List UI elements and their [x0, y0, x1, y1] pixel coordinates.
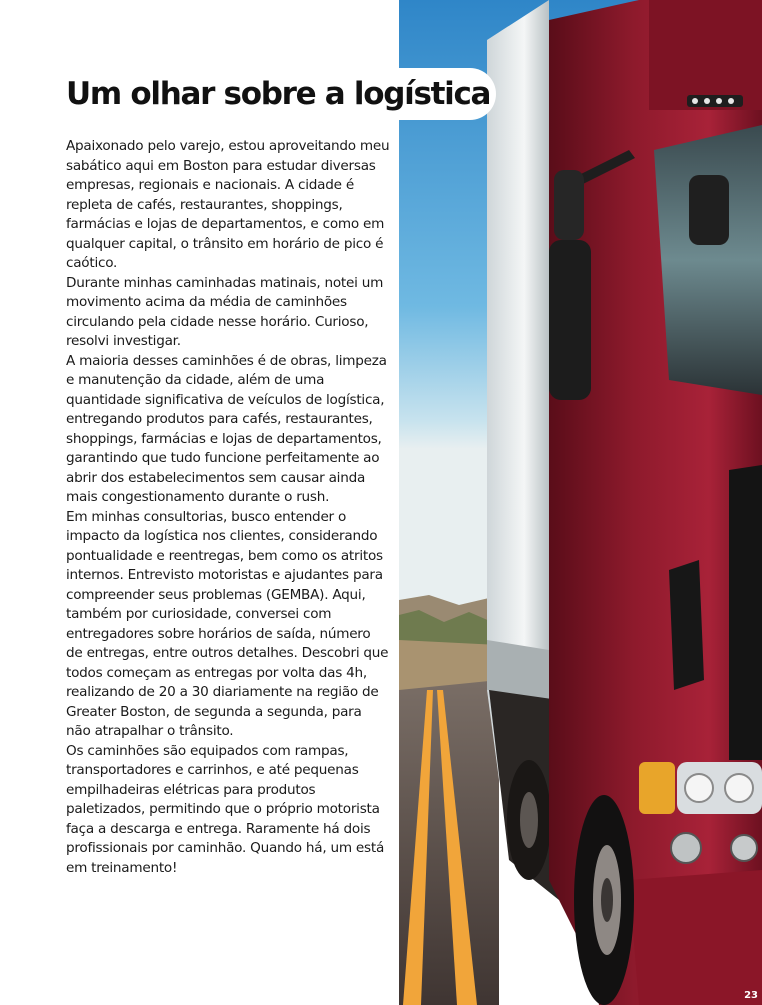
paragraph: Apaixonado pelo varejo, estou aproveitando meu sabático aqui em Boston para estudar diversas empresas, regionais e nacionais. A cidade é repleta de cafés, restaurantes, shoppings, farmácias e lojas de departamentos, e como em qualquer capital, o trânsito em horário de pico é caótico. [66, 138, 390, 271]
paragraph: Em minhas consultorias, busco entender o impacto da logística nos clientes, considerando pontualidade e reentregas, bem como os atritos internos. Entrevisto motoristas e ajudantes para compreender seus problemas (GEMBA). Aqui, também por curiosidade, conversei com entregadores sobre horários de saída, número de entregas, entre outros detalhes. Descobri que todos começam as entregas por volta das 4h, realizando de 20 a 30 diariamente na região de Greater Boston, de segunda a segunda, para não atrapalhar o trânsito. [66, 508, 389, 739]
title-banner [0, 68, 496, 120]
truck-photo [399, 0, 762, 1005]
page-number: 23 [744, 990, 758, 1001]
page-title: Um olhar sobre a logística [66, 76, 491, 112]
paragraph: Durante minhas caminhadas matinais, notei um movimento acima da média de caminhões circulando pela cidade nesse horário. Curioso, resolvi investigar. [66, 274, 384, 349]
article-body [66, 137, 390, 878]
paragraph: Os caminhões são equipados com rampas, transportadores e carrinhos, e até pequenas empilhadeiras elétricas para produtos paletizados, permitindo que o próprio motorista faça a descarga e entrega. Raramente há dois profissionais por caminhão. Quando há, um está em treinamento! [66, 742, 385, 876]
paragraph: A maioria desses caminhões é de obras, limpeza e manutenção da cidade, além de uma quantidade significativa de veículos de logística, entregando produtos para cafés, restaurantes, shoppings, farmácias e lojas de departamentos, garantindo que tudo funcione perfeitamente ao abrir dos estabelecimentos sem causar ainda mais congestionamento durante o rush. [66, 352, 387, 505]
